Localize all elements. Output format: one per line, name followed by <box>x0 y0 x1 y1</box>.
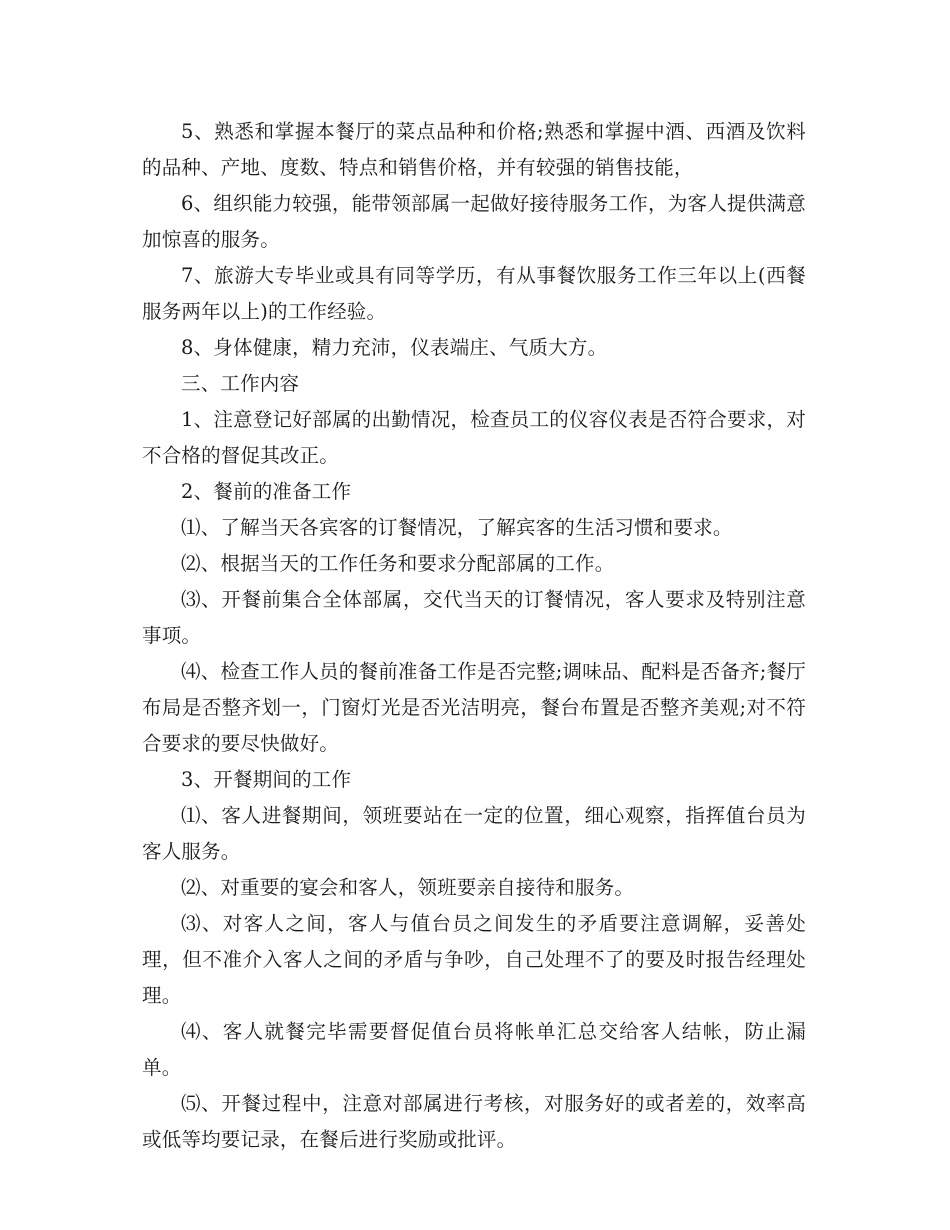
paragraph-during-meal-5: ⑸、开餐过程中，注意对部属进行考核，对服务好的或者差的，效率高或低等均要记录，在餐后进行奖励或批评。 <box>142 1092 806 1151</box>
paragraph-item-7: 7、旅游大专毕业或具有同等学历，有从事餐饮服务工作三年以上(西餐服务两年以上)的工作经验。 <box>142 264 806 323</box>
paragraph-during-meal-1: ⑴、客人进餐期间，领班要站在一定的位置，细心观察，指挥值台员为客人服务。 <box>142 804 806 863</box>
document-body <box>142 114 806 1158</box>
section-heading-work-content: 三、工作内容 <box>181 372 300 395</box>
paragraph-during-meal-2: ⑵、对重要的宴会和客人，领班要亲自接待和服务。 <box>181 876 635 899</box>
paragraph-during-meal-4: ⑷、客人就餐完毕需要督促值台员将帐单汇总交给客人结帐，防止漏单。 <box>142 1020 806 1079</box>
paragraph-during-meal-3: ⑶、对客人之间，客人与值台员之间发生的矛盾要注意调解，妥善处理，但不准介入客人之间的矛盾与争吵，自己处理不了的要及时报告经理处理。 <box>142 912 806 1007</box>
subsection-heading-pre-meal: 2、餐前的准备工作 <box>181 480 352 503</box>
paragraph-item-6: 6、组织能力较强，能带领部属一起做好接待服务工作，为客人提供满意加惊喜的服务。 <box>142 192 806 251</box>
subsection-heading-during-meal: 3、开餐期间的工作 <box>181 768 352 791</box>
paragraph-item-8: 8、身体健康，精力充沛，仪表端庄、气质大方。 <box>181 336 608 359</box>
paragraph-pre-meal-1: ⑴、了解当天各宾客的订餐情况，了解宾客的生活习惯和要求。 <box>181 516 733 539</box>
paragraph-pre-meal-3: ⑶、开餐前集合全体部属，交代当天的订餐情况，客人要求及特别注意事项。 <box>142 588 806 647</box>
paragraph-pre-meal-2: ⑵、根据当天的工作任务和要求分配部属的工作。 <box>181 552 615 575</box>
paragraph-pre-meal-4: ⑷、检查工作人员的餐前准备工作是否完整;调味品、配料是否备齐;餐厅布局是否整齐划一，门窗灯光是否光洁明亮，餐台布置是否整齐美观;对不符合要求的要尽快做好。 <box>142 660 806 755</box>
paragraph-item-5: 5、熟悉和掌握本餐厅的菜点品种和价格;熟悉和掌握中酒、西酒及饮料的品种、产地、度数、特点和销售价格，并有较强的销售技能， <box>142 120 806 179</box>
paragraph-attendance-check: 1、注意登记好部属的出勤情况，检查员工的仪容仪表是否符合要求，对不合格的督促其改正。 <box>142 408 806 467</box>
